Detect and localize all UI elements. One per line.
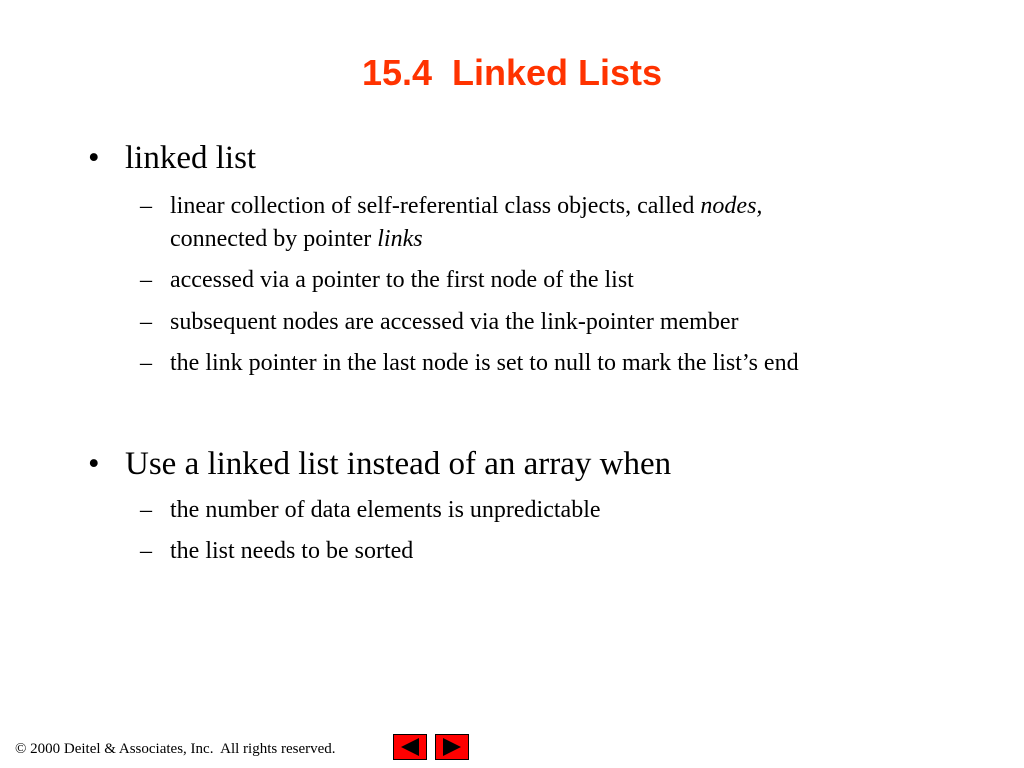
- copyright-footer: © 2000 Deitel & Associates, Inc. All rights reserved.: [15, 741, 336, 757]
- bullet-text: Use a linked list instead of an array when: [125, 446, 672, 482]
- slide-title: 15.4 Linked Lists: [361, 52, 663, 93]
- sub-dash: –: [140, 497, 152, 523]
- sub-dash: –: [140, 193, 152, 219]
- bullet-mark: •: [88, 140, 100, 176]
- sub-dash: –: [140, 309, 152, 335]
- sub-text: accessed via a pointer to the first node of the list: [170, 267, 634, 293]
- sub-dash: –: [140, 538, 152, 564]
- sub-text-italic: nodes,: [700, 193, 763, 219]
- previous-slide-button[interactable]: [393, 734, 427, 760]
- bullet-mark: •: [88, 446, 100, 482]
- bullet-text: linked list: [125, 140, 257, 176]
- sub-dash: –: [140, 350, 152, 376]
- sub-text-part: linear collection of self-referential class objects, called: [170, 193, 701, 219]
- next-slide-button[interactable]: [435, 734, 469, 760]
- left-arrow-icon: [394, 735, 426, 759]
- sub-text: the list needs to be sorted: [170, 538, 414, 564]
- sub-text: subsequent nodes are accessed via the link-pointer member: [170, 309, 739, 335]
- sub-text-part: connected by pointer: [170, 226, 378, 252]
- sub-text: [170, 190, 930, 256]
- sub-text: the link pointer in the last node is set to null to mark the list’s end: [170, 350, 799, 376]
- sub-text-italic: links: [377, 226, 423, 252]
- right-arrow-icon: [436, 735, 468, 759]
- sub-text: the number of data elements is unpredictable: [170, 497, 601, 523]
- sub-dash: –: [140, 267, 152, 293]
